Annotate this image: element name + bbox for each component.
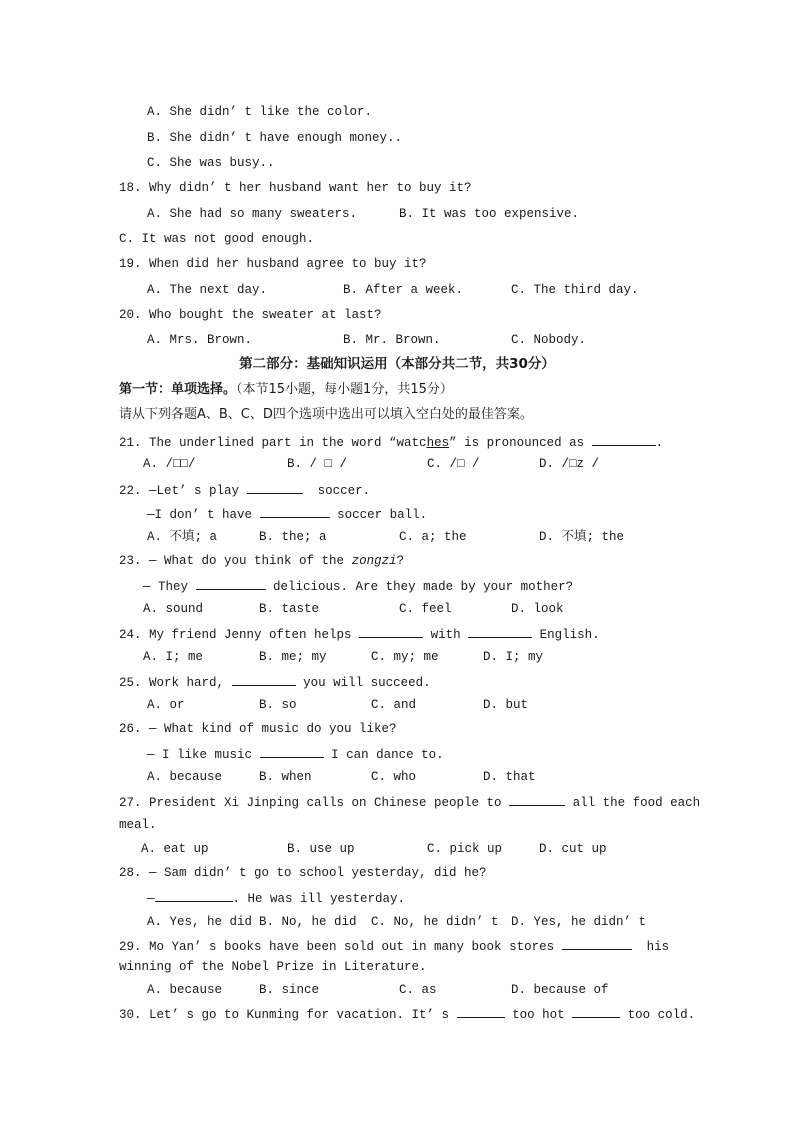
q19-option-a: A. The next day. — [147, 283, 268, 297]
q28-option-a: A. Yes, he did — [147, 915, 253, 929]
q19-option-c: C. The third day. — [511, 283, 639, 297]
section1-detail: （本节15小题，每小题1分，共15分） — [236, 382, 453, 397]
q27-option-c: C. pick up — [427, 842, 503, 856]
q23-line1: 23. — What do you think of the zongzi? — [119, 554, 405, 568]
q21-option-b: B. / □ / — [287, 457, 348, 471]
q29-option-d: D. because of — [511, 983, 609, 997]
q19-stem: 19. When did her husband agree to buy it? — [119, 257, 427, 271]
q17-option-a: A. She didn’ t like the color. — [147, 105, 373, 119]
answer-blank — [196, 577, 266, 590]
answer-blank — [260, 505, 330, 518]
q20-stem: 20. Who bought the sweater at last? — [119, 308, 382, 322]
q23-option-c: C. feel — [399, 602, 452, 616]
q18-option-c: C. It was not good enough. — [119, 232, 315, 246]
q17-option-b: B. She didn’ t have enough money.. — [147, 131, 403, 145]
q22-option-b: B. the; a — [259, 530, 327, 544]
q28-option-b: B. No, he did — [259, 915, 357, 929]
q26-option-d: D. that — [483, 770, 536, 784]
q29-option-c: C. as — [399, 983, 437, 997]
q26-option-a: A. because — [147, 770, 223, 784]
q24-option-c: C. my; me — [371, 650, 439, 664]
q27-option-a: A. eat up — [141, 842, 209, 856]
q27-stem: 27. President Xi Jinping calls on Chinese people to all the food each — [119, 793, 700, 811]
italic-word: zongzi — [351, 554, 397, 568]
q26-line2: — I like music I can dance to. — [147, 745, 444, 763]
q22-line2: —I don’ t have soccer ball. — [147, 505, 427, 523]
q24-option-d: D. I; my — [483, 650, 544, 664]
q26-option-c: C. who — [371, 770, 417, 784]
q22-line1: 22. —Let’ s play soccer. — [119, 481, 370, 499]
answer-blank — [247, 481, 303, 494]
q24-option-a: A. I; me — [143, 650, 204, 664]
q23-line2: — They delicious. Are they made by your mother? — [143, 577, 573, 595]
q17-option-c: C. She was busy.. — [147, 156, 275, 170]
q30-stem: 30. Let’ s go to Kunming for vacation. It’ s too hot too cold. — [119, 1005, 695, 1023]
q29-stem: 29. Mo Yan’ s books have been sold out in many book stores his — [119, 937, 669, 955]
answer-blank — [592, 433, 656, 446]
q22-option-c: C. a; the — [399, 530, 467, 544]
q22-option-a: A. 不填; a — [147, 530, 218, 544]
q20-option-c: C. Nobody. — [511, 333, 587, 347]
section1-instruction: 请从下列各题A、B、C、D四个选项中选出可以填入空白处的最佳答案。 — [119, 407, 533, 422]
q20-option-a: A. Mrs. Brown. — [147, 333, 253, 347]
q21-option-a: A. /□□/ — [143, 457, 196, 471]
q27-option-b: B. use up — [287, 842, 355, 856]
answer-blank — [562, 937, 632, 950]
q27-stem-cont: meal. — [119, 818, 157, 832]
q23-option-d: D. look — [511, 602, 564, 616]
q22-option-d: D. 不填; the — [539, 530, 625, 544]
q27-option-d: D. cut up — [539, 842, 607, 856]
underlined-part: hes — [426, 436, 450, 450]
q28-option-d: D. Yes, he didn’ t — [511, 915, 647, 929]
q21-option-d: D. /□z / — [539, 457, 600, 471]
q18-stem: 18. Why didn’ t her husband want her to buy it? — [119, 181, 472, 195]
q29-option-a: A. because — [147, 983, 223, 997]
q25-option-c: C. and — [371, 698, 417, 712]
q28-option-c: C. No, he didn’ t — [371, 915, 499, 929]
q25-stem: 25. Work hard, you will succeed. — [119, 673, 431, 691]
answer-blank — [509, 793, 565, 806]
q23-option-a: A. sound — [143, 602, 204, 616]
q26-option-b: B. when — [259, 770, 312, 784]
q20-option-b: B. Mr. Brown. — [343, 333, 441, 347]
part2-heading: 第二部分：基础知识运用（本部分共二节，共30分） — [239, 356, 555, 372]
q24-stem: 24. My friend Jenny often helps with English. — [119, 625, 600, 643]
answer-blank — [260, 745, 324, 758]
answer-blank — [155, 889, 233, 902]
q28-line1: 28. — Sam didn’ t go to school yesterday, did he? — [119, 866, 487, 880]
section1-header — [119, 382, 453, 398]
answer-blank — [457, 1005, 505, 1018]
q26-line1: 26. — What kind of music do you like? — [119, 722, 397, 736]
q19-option-b: B. After a week. — [343, 283, 464, 297]
answer-blank — [232, 673, 296, 686]
q24-option-b: B. me; my — [259, 650, 327, 664]
answer-blank — [359, 625, 423, 638]
answer-blank — [572, 1005, 620, 1018]
q28-line2: — . He was ill yesterday. — [147, 889, 405, 907]
q21-option-c: C. /□ / — [427, 457, 480, 471]
q18-option-b: B. It was too expensive. — [399, 207, 580, 221]
q29-option-b: B. since — [259, 983, 320, 997]
q21-stem: 21. The underlined part in the word “watches” is pronounced as . — [119, 433, 663, 451]
q25-option-a: A. or — [147, 698, 185, 712]
q25-option-d: D. but — [483, 698, 529, 712]
section1-title: 第一节：单项选择。 — [119, 382, 237, 397]
answer-blank — [468, 625, 532, 638]
q25-option-b: B. so — [259, 698, 297, 712]
q23-option-b: B. taste — [259, 602, 320, 616]
q29-stem-cont: winning of the Nobel Prize in Literature. — [119, 960, 427, 974]
q18-option-a: A. She had so many sweaters. — [147, 207, 358, 221]
